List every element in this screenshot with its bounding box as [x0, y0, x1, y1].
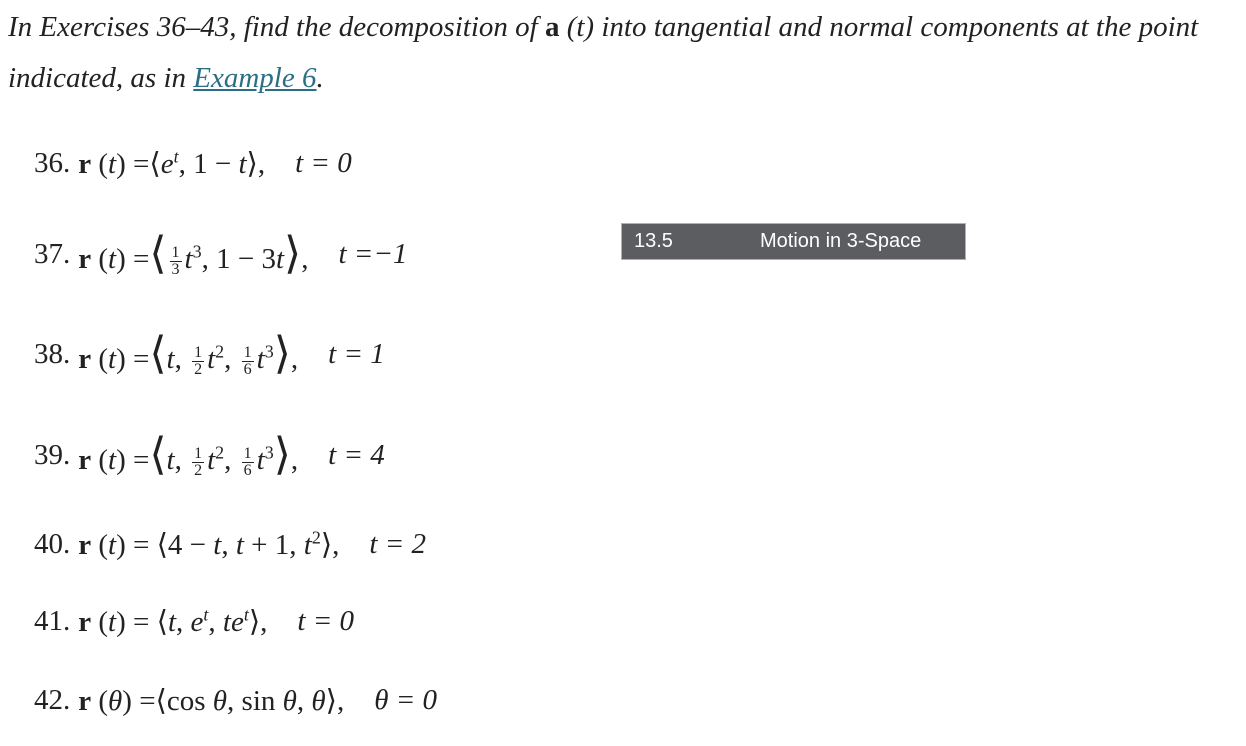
exercise-number: 36.	[34, 147, 71, 179]
section-badge[interactable]	[621, 223, 966, 260]
exercise-condition: t = 0	[295, 147, 352, 179]
exercise-condition: t = 2	[369, 528, 427, 560]
example-6-link[interactable]: Example 6	[193, 62, 317, 94]
exercise-condition: t = 1	[328, 338, 385, 371]
instructions-text-1: In Exercises 36–43, find the decomposition of	[8, 11, 545, 43]
exercise-formula: r (t) =⟨t, $\frac{1}{2}$ $t^2$, $\frac{1}{6}$ $t^3⟩$,	[78, 430, 299, 479]
exercise-formula: r (θ) =⟨cos θ, sin θ, θ⟩,	[78, 685, 345, 717]
exercise-42	[34, 683, 437, 718]
exercise-41	[34, 604, 354, 639]
exercise-condition: θ = 0	[374, 684, 438, 716]
exercise-condition: t = 4	[328, 439, 385, 472]
section-number: 13.5	[634, 230, 673, 252]
exercise-formula: r (t) =⟨ $\frac{1}{3}$ $t^3$, 1 − 3t⟩,	[78, 229, 309, 278]
exercise-36	[34, 146, 352, 181]
exercise-formula: r (t) = ⟨4 − t, t + 1, $t^2⟩$,	[78, 527, 340, 561]
acceleration-symbol: a	[544, 11, 560, 43]
exercise-condition: t =−1	[338, 238, 408, 271]
exercise-number: 37.	[34, 238, 71, 271]
section-title: Motion in 3-Space	[760, 230, 922, 252]
exercise-37	[34, 229, 408, 278]
exercise-number: 42.	[34, 684, 71, 716]
exercise-40	[34, 527, 426, 562]
instructions-text-3: .	[316, 62, 324, 94]
exercise-number: 40.	[34, 528, 71, 560]
exercise-number: 38.	[34, 338, 71, 371]
exercise-instructions	[8, 2, 1228, 104]
exercise-38	[34, 329, 385, 378]
exercise-formula: r (t) =⟨t, $\frac{1}{2}$ $t^2$, $\frac{1}{6}$ $t^3⟩$,	[78, 329, 299, 378]
exercise-condition: t = 0	[297, 605, 355, 637]
exercise-number: 41.	[34, 605, 71, 637]
exercise-formula: r $(t) =⟨e^t$, 1 − t⟩,	[78, 146, 266, 180]
instructions-text-2: (t) into tangential and normal components at the point indicated, as in	[8, 11, 1199, 94]
exercise-number: 39.	[34, 439, 71, 472]
exercise-formula: r (t) = ⟨t, $e^t$, $te^t⟩$,	[78, 604, 268, 638]
exercise-39	[34, 430, 385, 479]
